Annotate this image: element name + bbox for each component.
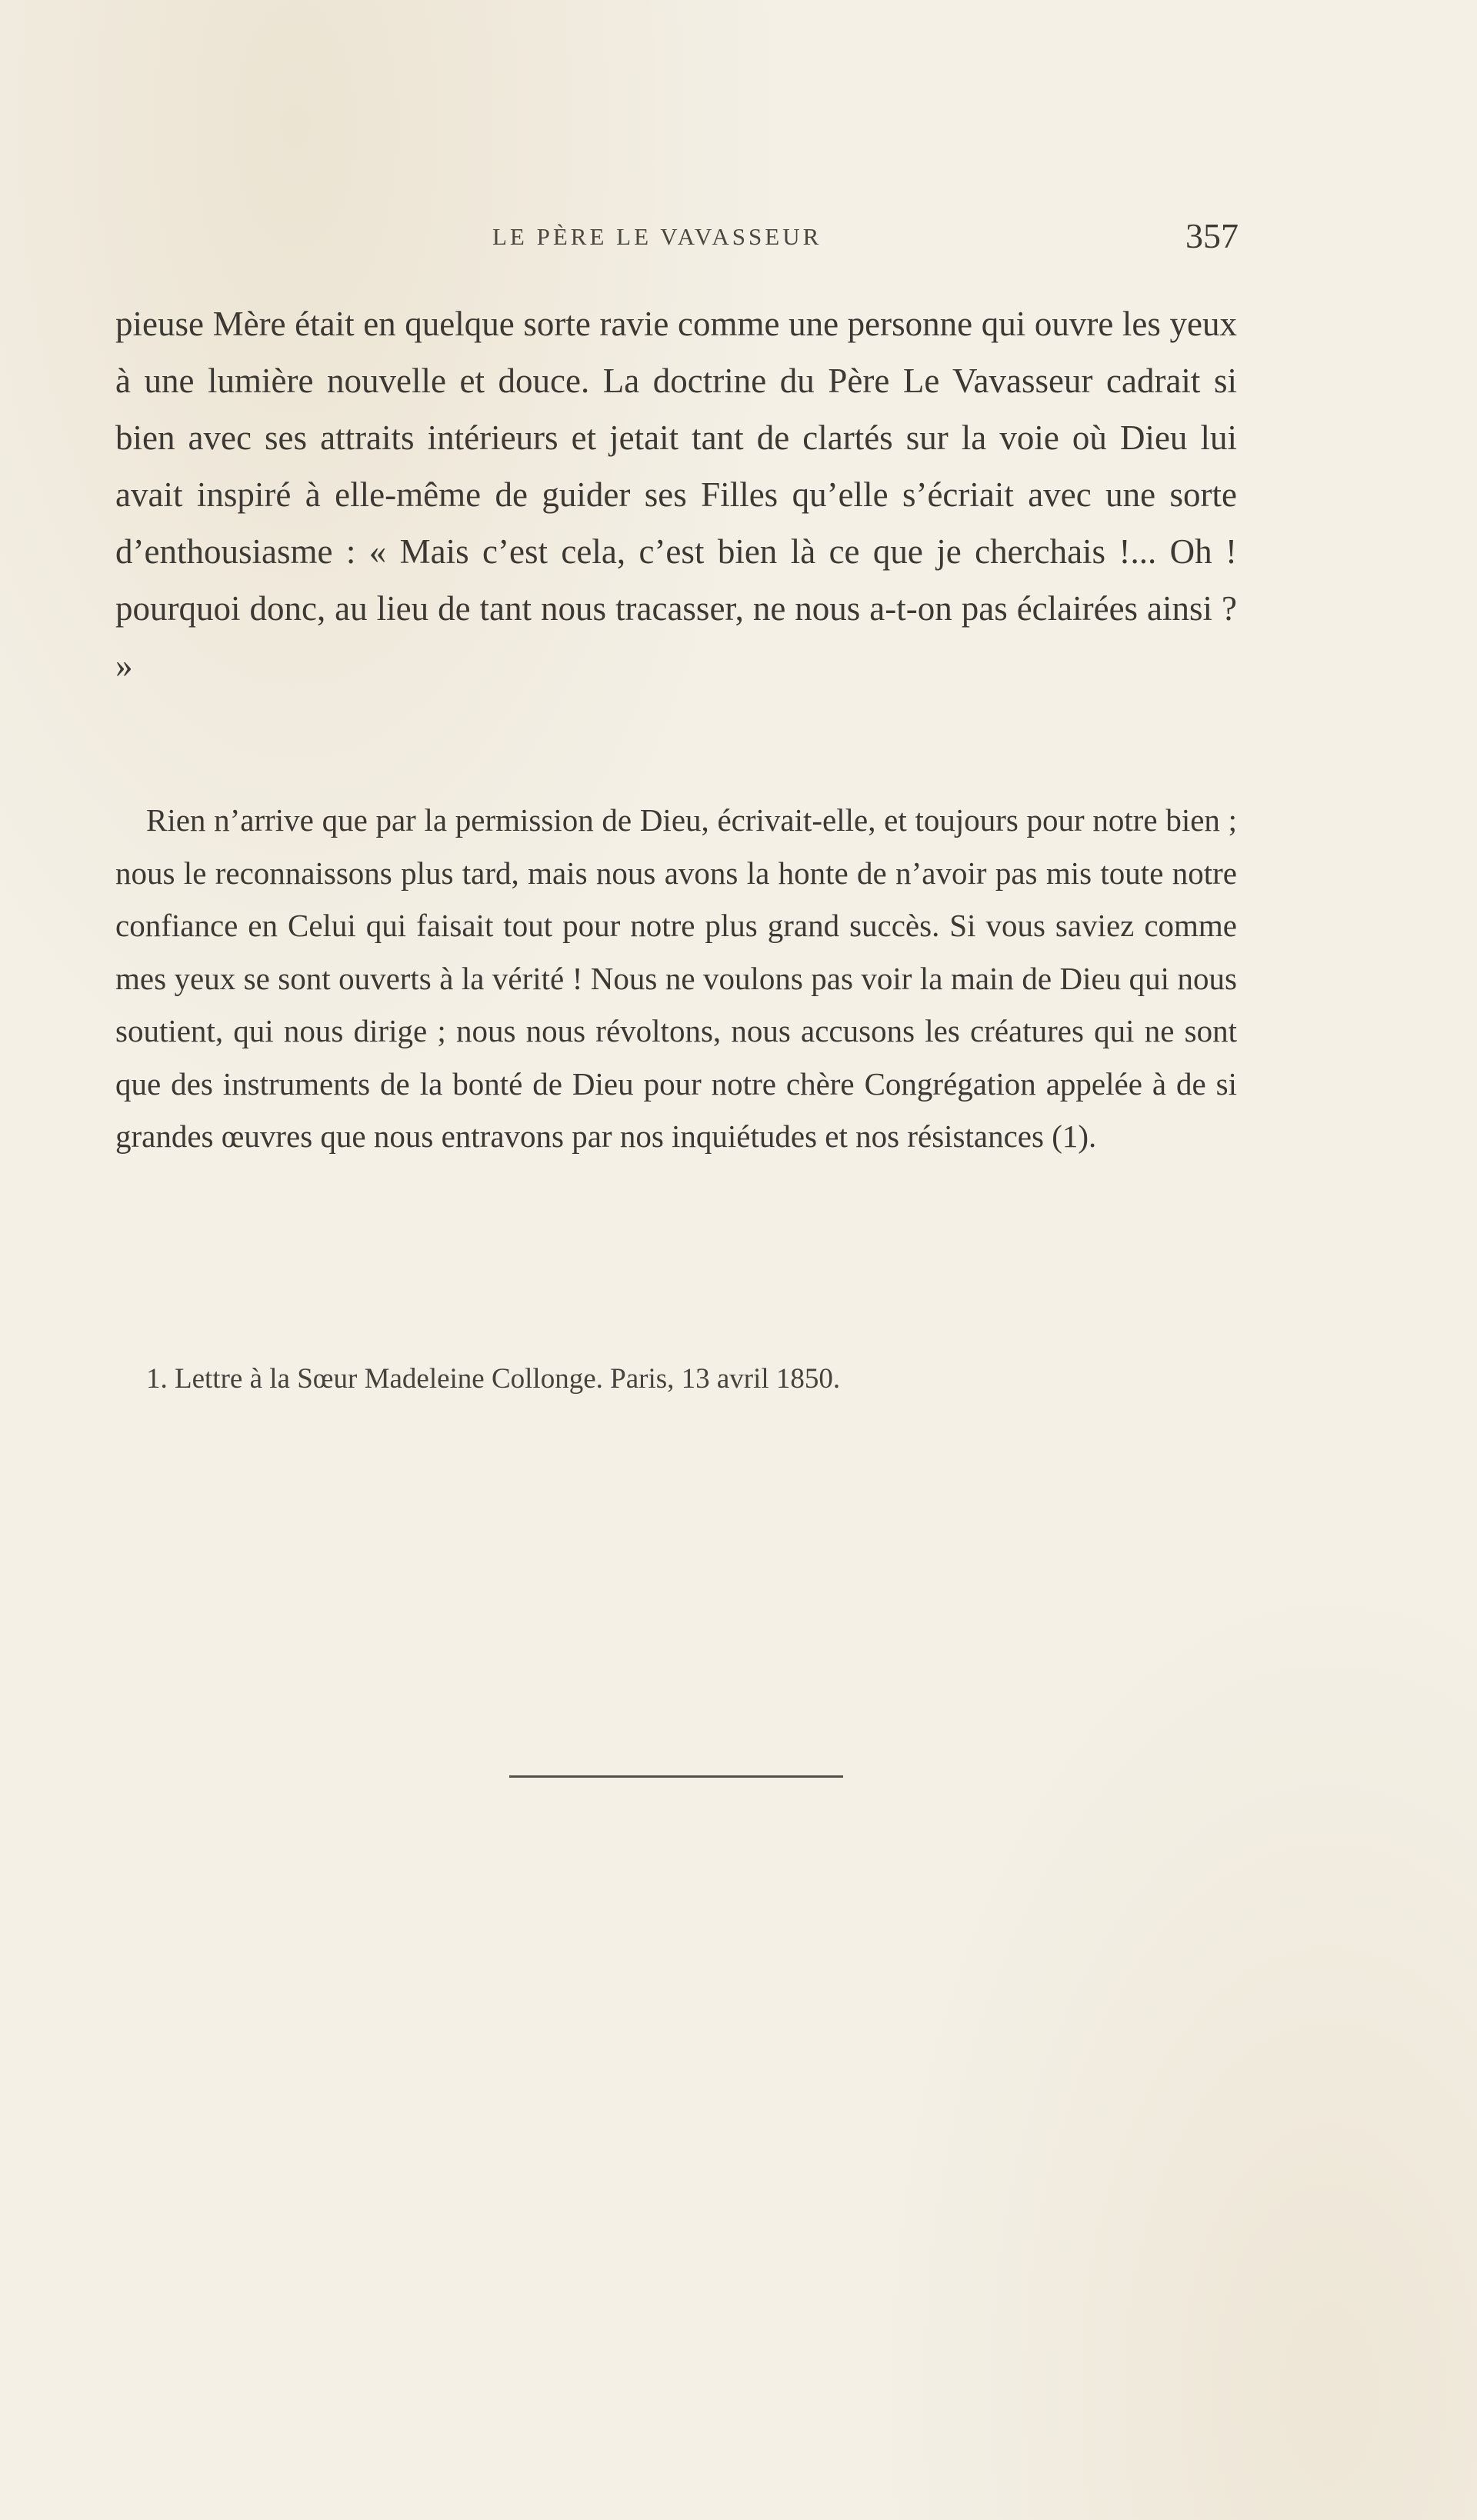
running-header <box>115 215 1239 262</box>
quoted-letter: Rien n’arrive que par la permission de Dieu, écrivait-elle, et toujours pour notre bien ; nous le reconnaissons plus tard, mais nous avons la honte de n’avoir pas mis toute notre confiance en Celui qui faisait tout pour notre plus grand succès. Si vous saviez comme mes yeux se sont ouverts à la vérité ! Nous ne voulons pas voir la main de Dieu qui nous soutient, qui nous dirige ; nous nous révoltons, nous accusons les créatures qui ne sont que des instruments de la bonté de Dieu pour notre chère Congrégation appelée à de si grandes œuvres que nous entravons par nos inquiétudes et nos résistances (1). <box>115 802 1237 1154</box>
body-paragraph: pieuse Mère était en quelque sorte ravie comme une personne qui ouvre les yeux à une lumière nouvelle et douce. La doctrine du Père Le Vavasseur cadrait si bien avec ses attraits intérieurs et jetait tant de clartés sur la voie où Dieu lui avait inspiré à elle-même de guider ses Filles qu’elle s’écriait avec une sorte d’enthousiasme : « Mais c’est cela, c’est bien là ce que je cherchais !... Oh ! pourquoi donc, au lieu de tant nous tracasser, ne nous a-t-on pas éclairées ainsi ? » <box>115 305 1237 685</box>
page-number: 357 <box>1185 216 1239 255</box>
closing-rule <box>509 1775 843 1778</box>
running-title: LE PÈRE LE VAVASSEUR <box>492 223 822 250</box>
footnote-1: 1. Lettre à la Sœur Madeleine Collonge. Paris, 13 avril 1850. <box>146 1363 841 1395</box>
